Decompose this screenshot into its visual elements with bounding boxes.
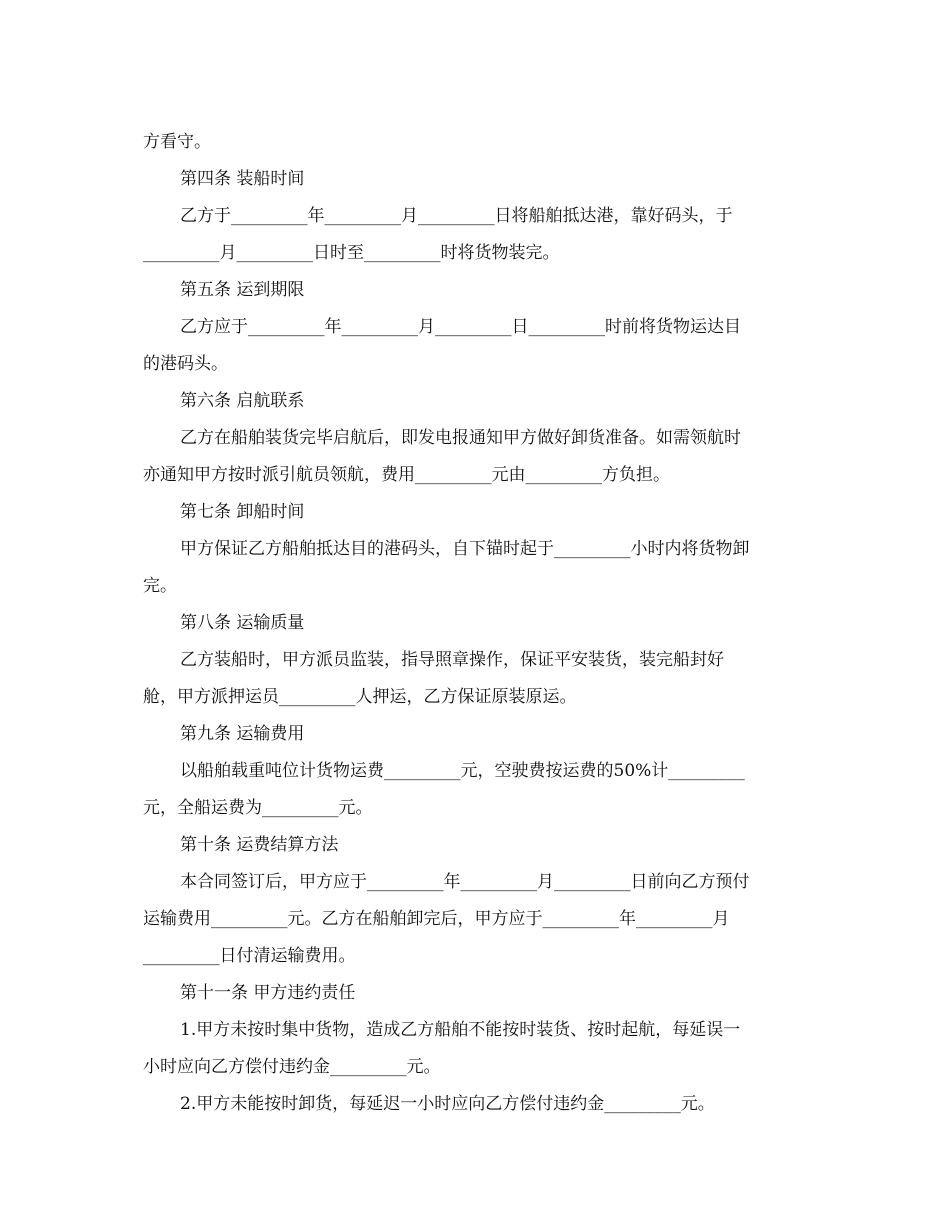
- paragraph-line: _________日付清运输费用。: [143, 946, 356, 966]
- article-11-heading: 第十一条 甲方违约责任: [180, 983, 356, 1003]
- paragraph-line: 本合同签订后，甲方应于_________年_________月_________日前向乙方预付: [180, 872, 750, 892]
- paragraph-line: 运输费用_________元。乙方在船舶卸完后，甲方应于_________年_________月: [143, 909, 730, 929]
- article-4-heading: 第四条 装船时间: [180, 169, 305, 189]
- paragraph-line: 方看守。: [143, 132, 211, 152]
- paragraph-line: 舱，甲方派押运员_________人押运，乙方保证原装原运。: [143, 687, 577, 707]
- document-body: [143, 124, 803, 1123]
- article-8-heading: 第八条 运输质量: [180, 613, 305, 633]
- paragraph-line: 小时应向乙方偿付违约金_________元。: [143, 1057, 441, 1077]
- clause-item: 1.甲方未按时集中货物，造成乙方船舶不能按时装货、按时起航，每延误一: [180, 1020, 741, 1040]
- article-7-heading: 第七条 卸船时间: [180, 502, 305, 522]
- paragraph-line: 元，全船运费为_________元。: [143, 798, 373, 818]
- paragraph-line: 以船舶载重吨位计货物运费_________元，空驶费按运费的50%计_________: [180, 761, 745, 781]
- article-6-heading: 第六条 启航联系: [180, 391, 305, 411]
- paragraph-line: 甲方保证乙方船舶抵达目的港码头，自下锚时起于_________小时内将货物卸: [180, 539, 750, 559]
- paragraph-line: 的港码头。: [143, 354, 228, 374]
- article-10-heading: 第十条 运费结算方法: [180, 835, 339, 855]
- paragraph-line: 乙方装船时，甲方派员监装，指导照章操作，保证平安装货，装完船封好: [180, 650, 724, 670]
- paragraph-line: 亦通知甲方按时派引航员领航，费用_________元由_________方负担。: [143, 465, 670, 485]
- paragraph-line: _________月_________日时至_________时将货物装完。: [143, 243, 560, 263]
- article-9-heading: 第九条 运输费用: [180, 724, 305, 744]
- paragraph-line: 乙方于_________年_________月_________日将船舶抵达港，靠好码头，于: [180, 206, 733, 226]
- paragraph-line: 完。: [143, 576, 177, 596]
- article-5-heading: 第五条 运到期限: [180, 280, 305, 300]
- clause-item: 2.甲方未能按时卸货，每延迟一小时应向乙方偿付违约金_________元。: [180, 1094, 715, 1114]
- paragraph-line: 乙方应于_________年_________月_________日_________时前将货物运达目: [180, 317, 741, 337]
- paragraph-line: 乙方在船舶装货完毕启航后，即发电报通知甲方做好卸货准备。如需领航时: [180, 428, 741, 448]
